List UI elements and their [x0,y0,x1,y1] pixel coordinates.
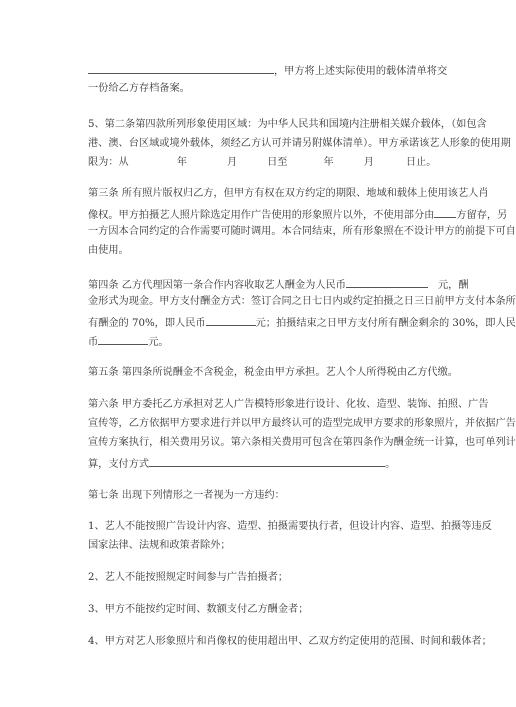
payment-method-suffix: 。 [385,459,396,470]
article3-line4: 由使用。 [88,245,129,256]
article5-line: 第五条 第四条所说酬金不含税金，税金由甲方承担。艺人个人所得税由乙方代缴。 [88,367,458,378]
article7-line: 第七条 出现下列情形之一者视为一方违约： [88,490,285,501]
article6-line1: 第六条 甲方委托乙方承担对艺人广告模特形象进行设计、化妆、造型、装饰、拍照、广告 [88,399,489,410]
balance-amount-blank[interactable] [98,333,148,345]
clause5-line1: 5、第二条第四款所列形象使用区域：为中华人民共和国境内注册相关媒介载体，（如包含 [88,119,487,130]
article3-line1: 第三条 所有照片版权归乙方，但甲方有权在双方约定的期限、地域和载体上使用该艺人肖 [88,188,489,199]
article6-line2: 宣传等，乙方依据甲方要求进行并以甲方最终认可的造型完成甲方要求的形象照片，并依据广告 [88,418,516,429]
article4-line2: 金形式为现金。甲方支付酬金方式：签订合同之日七日内或约定拍摄之日三日前甲方支付本条所 [88,296,516,307]
vehicle-list-blank[interactable] [88,62,274,74]
article4-text: 第四条 乙方代理因第一条合作内容收取艺人酬金为人民币 [88,280,346,291]
article6-line3: 宣传方案执行，相关费用另议。第六条相关费用可包含在第四条作为酬金统一计算，也可单列计 [88,437,516,448]
article4-line3 [88,314,516,331]
balance-prefix: 币 [88,337,99,348]
archive-line: 一份给乙方存档备案。 [88,83,190,94]
article4-line4 [88,333,440,350]
clause5-line2: 港、澳、台区域或境外载体，须经乙方认可并请另附媒体清单）。甲方承诺该艺人形象的使用期 [88,138,511,149]
article3-text-suffix: 方留存，另 [456,210,508,221]
clause5-period-line [88,156,440,170]
deposit-amount-blank[interactable] [206,314,256,326]
breach-item3-line: 3、甲方不能按约定时间、数额支付乙方酬金者； [88,604,309,615]
article3-text: 像权。甲方拍摄艺人照片除选定用作广告使用的形象照片以外，不使用部分由 [88,210,435,221]
start-year-label: 年 [176,157,187,168]
balance-suffix: 元。 [148,337,169,348]
start-month-label: 月 [226,157,238,168]
article4-text-suffix: 元，酬 [437,280,469,291]
end-day-label: 日止。 [405,157,437,168]
breach-item2-line: 2、艺人不能按照规定时间参与广告拍摄者； [88,572,289,583]
period-label: 限为：从 [88,157,129,168]
vehicle-list-line [88,62,448,79]
start-day-label: 日至 [267,157,288,168]
breach-item1-line1: 1、艺人不能按照广告设计内容、造型、拍摄需要执行者，但设计内容、造型、拍摄等违反 [88,521,492,532]
total-fee-blank[interactable] [346,276,428,288]
breach-item4-line: 4、甲方对艺人形象照片和肖像权的使用超出甲、乙双方约定使用的范围、时间和载体者； [88,636,492,647]
article3-line2 [88,206,508,223]
article3-line3: 一方因本合同约定的合作需要可随时调用。本合同结束，所有形象照在不设计甲方的前提下可自 [88,226,516,237]
payment-method-blank[interactable] [149,455,385,467]
deposit-text-suffix: 元；拍摄结束之日甲方支付所有酬金剩余的 30%，即人民 [255,318,516,329]
article4-line1 [88,276,469,293]
end-year-label: 年 [323,157,334,168]
vehicle-list-text: ，甲方将上述实际使用的载体清单将交 [274,66,448,77]
payment-method-label: 算，支付方式 [88,459,150,470]
photo-keeper-blank[interactable] [434,206,456,218]
article6-line4 [88,455,440,472]
deposit-text: 有酬金的 70%，即人民币 [88,318,206,329]
end-month-label: 月 [363,157,374,168]
breach-item1-line2: 国家法律、法规和政策者除外； [88,540,231,551]
